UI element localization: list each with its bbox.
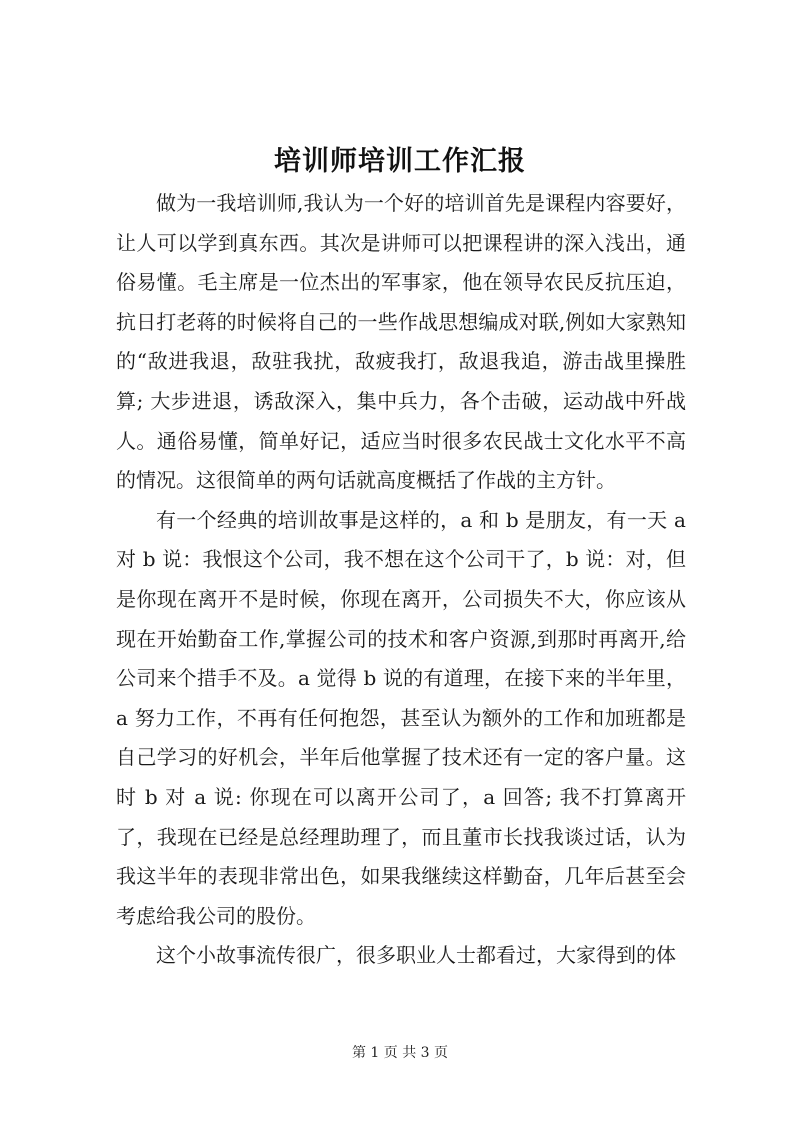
page-footer: 第 1 页 共 3 页 — [351, 1045, 449, 1061]
document-body — [116, 184, 686, 976]
document-title: 培训师培训工作汇报 — [274, 146, 526, 177]
paragraph-1: 做为一我培训师,我认为一个好的培训首先是课程内容要好，让人可以学到真东西。其次是讲师可以把课程讲的深入浅出，通俗易懂。毛主席是一位杰出的军事家，他在领导农民反抗压迫，抗日打老蒋的时候将自己的一些作战思想编成对联,例如大家熟知的“敌进我退，敌驻我扰，敌疲我打，敌退我追，游击战里操胜算; 大步进退，诱敌深入，集中兵力，各个击破，运动战中歼战人。通俗易懂，简单好记，适应当时很多农民战士文化水平不高的情况。这很简单的两句话就高度概括了作战的主方针。 — [116, 191, 686, 493]
paragraph-2: 有一个经典的培训故事是这样的，a 和 b 是朋友，有一天 a 对 b 说：我恨这个公司，我不想在这个公司干了，b 说：对，但是你现在离开不是时候，你现在离开，公司损失不大，你应该从现在开始勤奋工作,掌握公司的技术和客户资源,到那时再离开,给公司来个措手不及。a 觉得 b 说的有道理，在接下来的半年里，a 努力工作，不再有任何抱怨，甚至认为额外的工作和加班都是自己学习的好机会，半年后他掌握了技术还有一定的客户量。这时 b 对 a 说: 你现在可以离开公司了，a 回答; 我不打算离开了，我现在已经是总经理助理了，而且董市长找我谈过话，认为我这半年的表现非常出色，如果我继续这样勤奋，几年后甚至会考虑给我公司的股份。 — [116, 507, 686, 928]
paragraph-3: 这个小故事流传很广，很多职业人士都看过，大家得到的体 — [156, 943, 676, 968]
